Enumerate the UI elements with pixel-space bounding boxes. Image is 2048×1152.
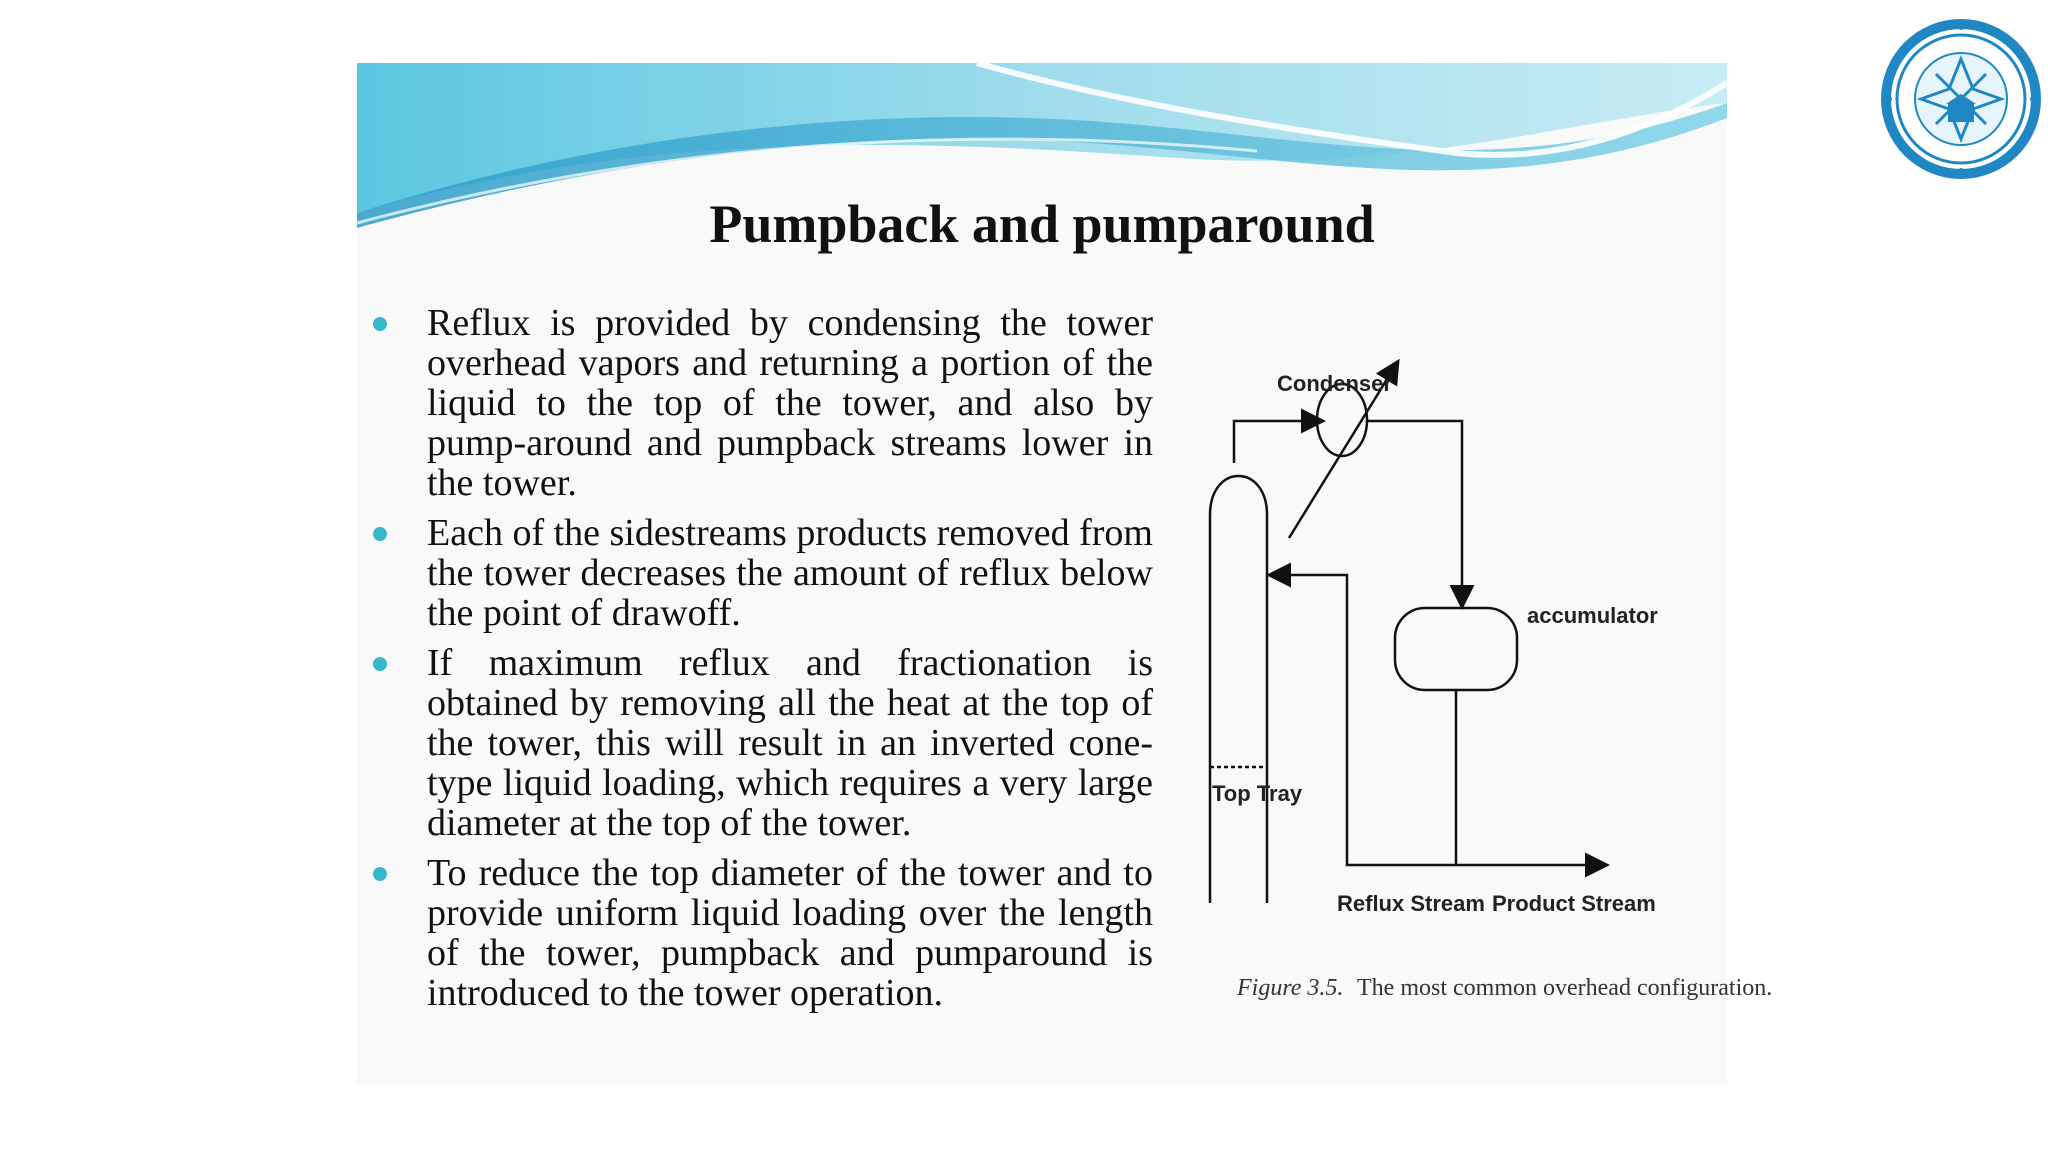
accumulator-shape bbox=[1395, 608, 1517, 690]
bullet-text: If maximum reflux and fractionation is obtained by removing all the heat at the top of the tower, this will result in an inverted cone-type liquid loading, which requires a very large diameter at the top of the tower. bbox=[427, 642, 1153, 844]
figure-caption-text: The most common overhead configuration. bbox=[1357, 975, 1773, 1001]
bullet-item bbox=[373, 853, 1153, 1013]
condensate-line bbox=[1367, 421, 1462, 605]
overhead-configuration-diagram bbox=[1177, 363, 1773, 1043]
bullet-item bbox=[373, 643, 1153, 843]
bullet-dot-icon bbox=[373, 867, 387, 881]
bullet-text: Each of the sidestreams products removed from the tower decreases the amount of reflux below the point of drawoff. bbox=[427, 512, 1153, 634]
figure-caption-number: Figure 3.5. bbox=[1237, 975, 1344, 1001]
bullet-dot-icon bbox=[373, 527, 387, 541]
bullet-item bbox=[373, 303, 1153, 503]
condenser-label: Condenser bbox=[1277, 371, 1392, 396]
accumulator-label: accumulator bbox=[1527, 603, 1658, 628]
university-seal-logo bbox=[1876, 14, 2046, 184]
product-stream-label: Product Stream bbox=[1492, 891, 1656, 916]
bullet-list bbox=[373, 303, 1153, 1023]
bullet-text: Reflux is provided by condensing the tower overhead vapors and returning a portion of the liquid to the top of the tower, and also by pump-around and pumpback streams lower in the tower. bbox=[427, 302, 1153, 504]
bullet-text: To reduce the top diameter of the tower and to provide uniform liquid loading over the length of the tower, pumpback and pumparound is introduced to the tower operation. bbox=[427, 852, 1153, 1014]
figure-caption bbox=[1236, 975, 1772, 1001]
reflux-stream-line bbox=[1271, 575, 1456, 865]
tower-shape bbox=[1210, 476, 1267, 903]
top-tray-label: Top Tray bbox=[1212, 781, 1303, 806]
slide-title: Pumpback and pumparound bbox=[709, 194, 1375, 254]
reflux-stream-label: Reflux Stream bbox=[1337, 891, 1485, 916]
slide bbox=[357, 63, 1773, 1085]
bullet-item bbox=[373, 513, 1153, 633]
bullet-dot-icon bbox=[373, 657, 387, 671]
vapor-line bbox=[1234, 421, 1321, 463]
bullet-dot-icon bbox=[373, 317, 387, 331]
